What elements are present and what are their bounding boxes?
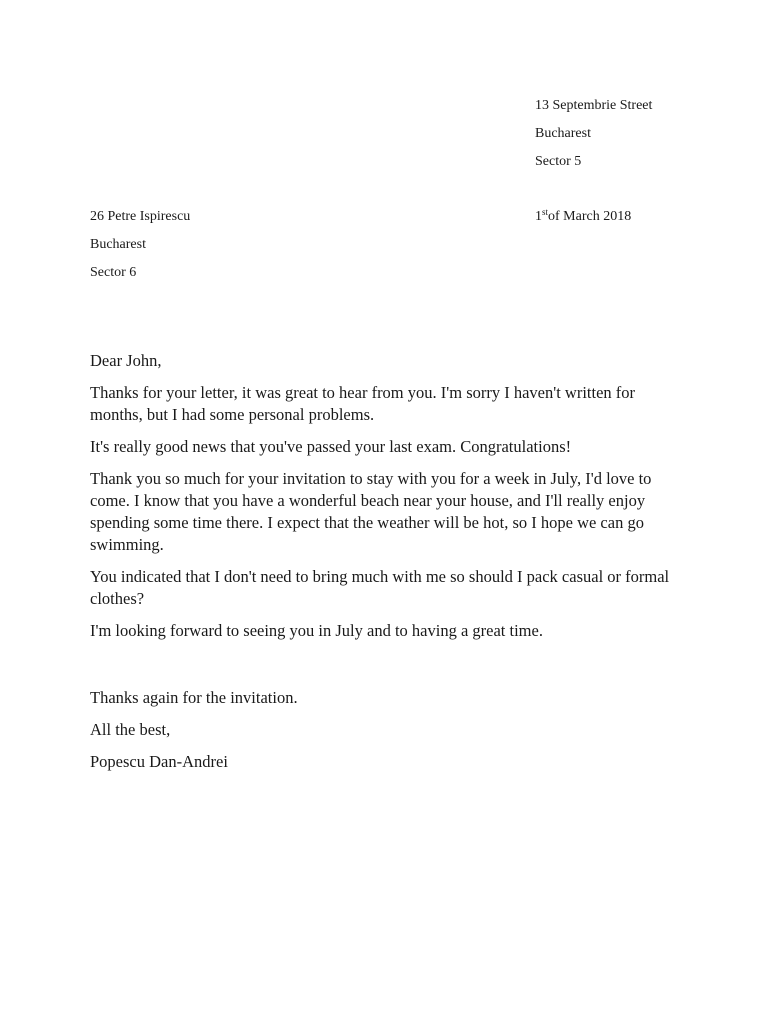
sender-address bbox=[535, 92, 652, 176]
paragraph-3: Thank you so much for your invitation to stay with you for a week in July, I'd love to come. I know that you have a wonderful beach near your house, and I'll really enjoy spending some time there. I expect that the weather will be hot, so I hope we can go swimming. bbox=[90, 469, 652, 554]
greeting: Dear John, bbox=[90, 351, 162, 370]
sign-off: All the best, bbox=[90, 720, 171, 739]
paragraph-2: It's really good news that you've passed your last exam. Congratulations! bbox=[90, 437, 572, 456]
signature-name: Popescu Dan-Andrei bbox=[90, 752, 228, 771]
recipient-sector: Sector 6 bbox=[90, 265, 137, 280]
sender-street: 13 Septembrie Street bbox=[535, 98, 653, 113]
letter-body bbox=[90, 350, 670, 652]
date-rest: of March 2018 bbox=[548, 209, 632, 224]
date-day: 1 bbox=[535, 209, 542, 224]
closing-block bbox=[90, 687, 298, 783]
recipient-address bbox=[90, 203, 190, 287]
recipient-street: 26 Petre Ispirescu bbox=[90, 209, 191, 224]
date-suffix: st bbox=[542, 207, 549, 217]
recipient-city: Bucharest bbox=[90, 237, 146, 252]
closing-thanks: Thanks again for the invitation. bbox=[90, 688, 298, 707]
sender-sector: Sector 5 bbox=[535, 154, 582, 169]
paragraph-1: Thanks for your letter, it was great to hear from you. I'm sorry I haven't written for months, but I had some personal problems. bbox=[90, 383, 636, 424]
paragraph-5: I'm looking forward to seeing you in July and to having a great time. bbox=[90, 621, 543, 640]
sender-city: Bucharest bbox=[535, 126, 591, 141]
letter-date bbox=[535, 203, 631, 231]
paragraph-4: You indicated that I don't need to bring much with me so should I pack casual or formal clothes? bbox=[90, 567, 670, 608]
